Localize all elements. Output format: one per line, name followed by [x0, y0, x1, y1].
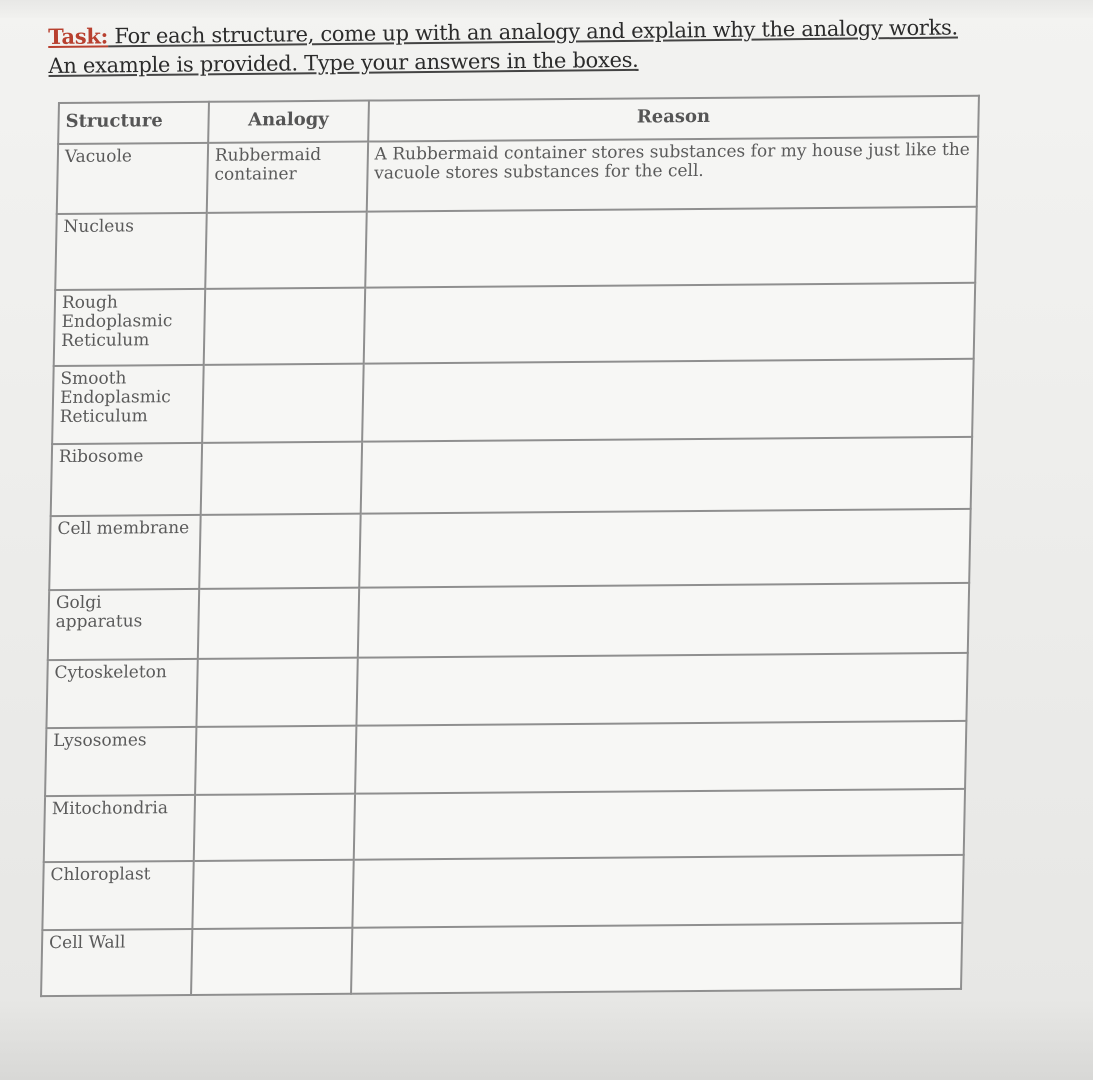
reason-answer-box[interactable] — [362, 359, 974, 442]
table-row — [52, 359, 974, 444]
header-structure: Structure — [58, 102, 209, 144]
analogy-cell-example[interactable]: Rubbermaid container — [207, 142, 368, 213]
header-analogy: Analogy — [208, 101, 369, 143]
reason-answer-box[interactable] — [353, 789, 965, 860]
structure-cell: Ribosome — [51, 443, 202, 516]
analogy-answer-box[interactable] — [204, 288, 365, 365]
analogy-answer-box[interactable] — [201, 442, 362, 515]
table-row — [44, 789, 965, 862]
analogy-answer-box[interactable] — [194, 794, 355, 861]
structure-cell: Smooth Endoplasmic Reticulum — [52, 365, 203, 444]
table-row — [51, 437, 972, 516]
analogy-answer-box[interactable] — [192, 860, 353, 929]
task-text-line2: An example is provided. Type your answers in the boxes. — [48, 47, 639, 78]
reason-answer-box[interactable] — [358, 583, 970, 658]
analogy-table — [40, 95, 980, 997]
reason-answer-box[interactable] — [351, 923, 963, 994]
reason-answer-box[interactable] — [360, 437, 972, 514]
structure-cell: Cytoskeleton — [46, 659, 197, 728]
reason-answer-box[interactable] — [359, 509, 971, 588]
analogy-answer-box[interactable] — [198, 588, 359, 659]
analogy-answer-box[interactable] — [191, 928, 352, 995]
bottom-shadow — [0, 1000, 1093, 1080]
task-instructions — [48, 12, 1009, 81]
analogy-answer-box[interactable] — [195, 726, 356, 795]
structure-cell: Lysosomes — [45, 727, 196, 796]
task-text: For each structure, come up with an analogy and explain why the analogy works. — [107, 15, 958, 49]
header-reason: Reason — [368, 96, 979, 142]
structure-cell: Golgi apparatus — [48, 589, 199, 660]
reason-answer-box[interactable] — [352, 855, 964, 928]
header-row — [58, 96, 979, 144]
table-row — [55, 207, 976, 290]
analogy-answer-box[interactable] — [199, 514, 360, 589]
reason-answer-box[interactable] — [365, 207, 977, 288]
structure-cell: Nucleus — [55, 213, 206, 290]
reason-cell-example[interactable]: A Rubbermaid container stores substances for my house just like the vacuole stores substances for the cell. — [367, 137, 979, 212]
table-row — [49, 509, 970, 590]
table-row-example — [57, 137, 978, 214]
table-row — [54, 283, 975, 366]
table-row — [42, 855, 963, 930]
analogy-answer-box[interactable] — [205, 212, 366, 289]
worksheet-area — [40, 95, 988, 1002]
structure-cell: Vacuole — [57, 143, 208, 214]
reason-answer-box[interactable] — [356, 653, 968, 726]
structure-cell: Mitochondria — [44, 795, 195, 862]
table-row — [46, 653, 967, 728]
task-label: Task: — [48, 23, 109, 49]
structure-cell: Cell membrane — [49, 515, 200, 590]
structure-cell: Chloroplast — [42, 861, 193, 930]
reason-answer-box[interactable] — [363, 283, 975, 364]
table-row — [45, 721, 966, 796]
table-row — [41, 923, 962, 996]
structure-cell: Rough Endoplasmic Reticulum — [54, 289, 205, 366]
reason-answer-box[interactable] — [355, 721, 967, 794]
structure-cell: Cell Wall — [41, 929, 192, 996]
table-row — [48, 583, 969, 660]
analogy-answer-box[interactable] — [202, 364, 363, 443]
analogy-answer-box[interactable] — [196, 658, 357, 727]
